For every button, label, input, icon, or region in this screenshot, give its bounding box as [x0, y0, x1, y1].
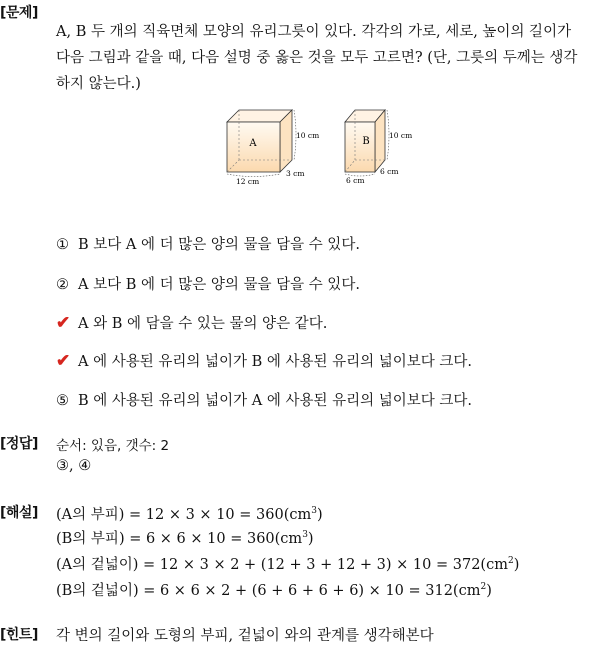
choice-5-text: B 에 사용된 유리의 넓이가 A 에 사용된 유리의 넓이보다 크다. [78, 393, 472, 409]
answer-meta: 순서: 있음, 갯수: 2 [56, 438, 170, 454]
choice-4-text: A 에 사용된 유리의 넓이가 B 에 사용된 유리의 넓이보다 크다. [78, 354, 472, 370]
box-b-depth: 6 cm [380, 167, 399, 176]
choice-3 [56, 312, 327, 333]
check-mark-icon: ✔ [56, 351, 71, 371]
hint-label: [힌트] [0, 627, 38, 643]
choice-3-text: A 와 B 에 담을 수 있는 물의 양은 같다. [78, 316, 328, 332]
box-a-depth: 3 cm [286, 169, 305, 178]
answer-value: ③, ④ [56, 458, 92, 474]
problem-text: A, B 두 개의 직육면체 모양의 유리그릇이 있다. 각각의 가로, 세로, 높이의 길이가 다음 그림과 같을 때, 다음 설명 중 옳은 것을 모두 고르면? (단, 그릇의 두께는 생각하지 않는다.) [56, 24, 578, 92]
explanation-line-2: (B의 부피) = $6 \times 6 \times 10 = 360(cm^3)$ [56, 530, 314, 547]
choice-1-text: B 보다 A 에 더 많은 양의 물을 담을 수 있다. [78, 237, 360, 253]
box-a-height: 10 cm [296, 131, 320, 140]
box-b [345, 110, 412, 185]
box-a [227, 110, 319, 186]
choice-5 [56, 389, 472, 410]
box-a-name: A [249, 138, 257, 149]
choice-1 [56, 233, 360, 254]
box-a-width: 12 cm [236, 177, 260, 186]
hint-text: 각 변의 길이와 도형의 부피, 겉넓이 와의 관계를 생각해본다 [56, 628, 434, 644]
box-b-name: B [362, 136, 370, 147]
box-b-height: 10 cm [389, 131, 413, 140]
choice-5-marker: ⑤ [56, 393, 69, 409]
choice-2 [56, 273, 360, 294]
choice-1-marker: ① [56, 237, 69, 253]
answer-label: [정답] [0, 436, 38, 452]
box-b-width: 6 cm [346, 176, 365, 185]
explanation-line-1: (A의 부피) = $12 \times 3 \times 10 = 360(cm^3)$ [56, 506, 323, 523]
choice-2-text: A 보다 B 에 더 많은 양의 물을 담을 수 있다. [78, 277, 360, 293]
explanation-label: [해설] [0, 505, 38, 521]
check-mark-icon: ✔ [56, 313, 71, 333]
explanation-line-4: (B의 겉넓이) = $6 \times 6 \times 2 + (6 + 6 + 6 + 6) \times 10 = 312(cm^2)$ [56, 582, 492, 599]
choice-2-marker: ② [56, 277, 69, 293]
problem-label: [문제] [0, 5, 38, 21]
cuboid-figure [222, 108, 422, 188]
explanation-line-3: (A의 겉넓이) = $12 \times 3 \times 2 + (12 + 3 + 12 + 3) \times 10 = 372(cm^2)$ [56, 556, 520, 573]
choice-4 [56, 350, 472, 371]
